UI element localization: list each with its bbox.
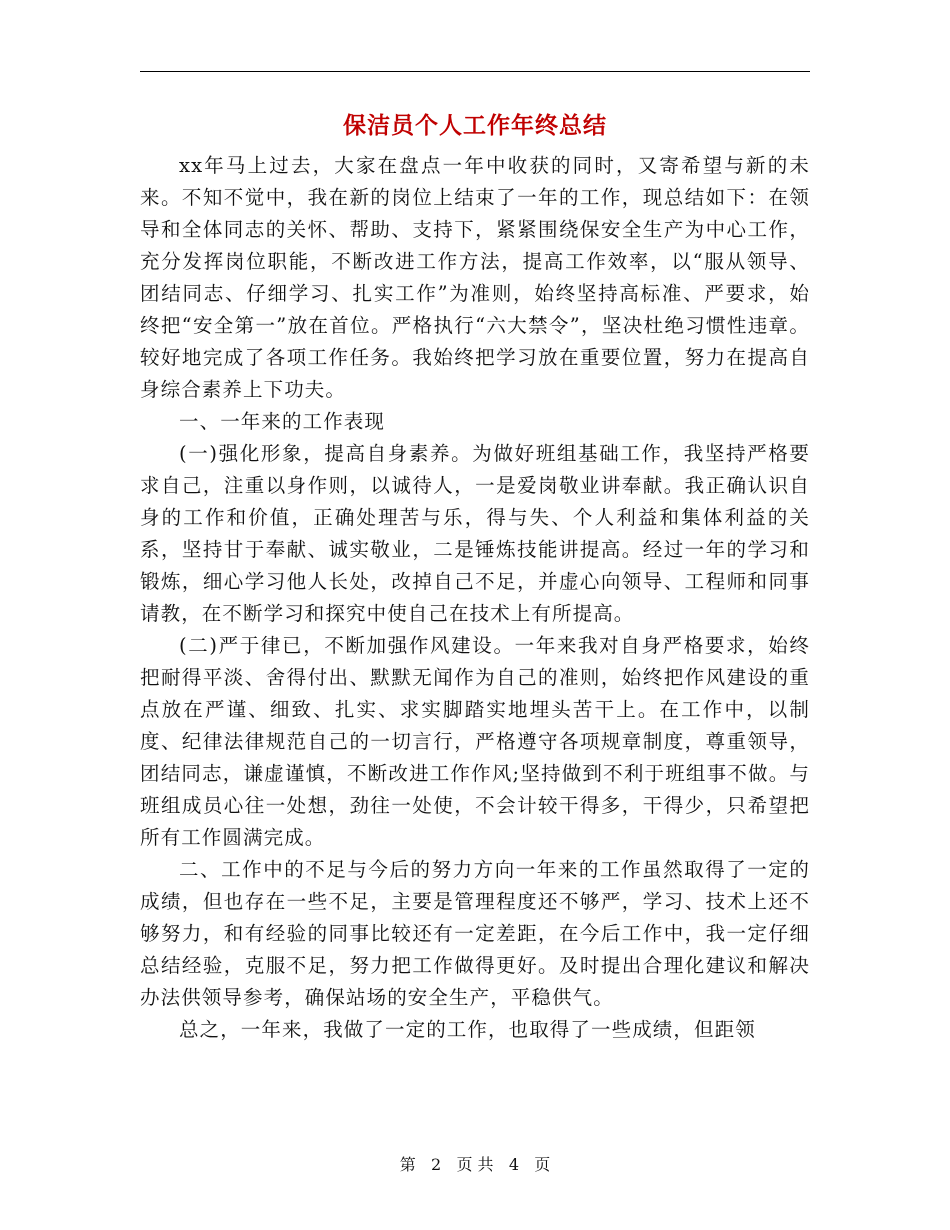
page-label-prefix: 第 <box>399 1155 416 1174</box>
current-page-number: 2 <box>430 1155 442 1174</box>
header-rule <box>140 71 810 72</box>
paragraph-section-2: 二、工作中的不足与今后的努力方向一年来的工作虽然取得了一定的成绩，但也存在一些不足，主要是管理程度还不够严，学习、技术上还不够努力，和有经验的同事比较还有一定差距，在今后工作中，我一定仔细总结经验，克服不足，努力把工作做得更好。及时提出合理化建议和解决办法供领导参考，确保站场的安全生产，平稳供气。 <box>140 858 810 1009</box>
document-title: 保洁员个人工作年终总结 <box>343 112 607 139</box>
page-label-suffix: 页 <box>534 1155 551 1174</box>
paragraph-intro: xx年马上过去，大家在盘点一年中收获的同时，又寄希望与新的未来。不知不觉中，我在新的岗位上结束了一年的工作，现总结如下：在领导和全体同志的关怀、帮助、支持下，紧紧围绕保安全生产为中心工作，充分发挥岗位职能，不断改进工作方法，提高工作效率，以“服从领导、团结同志、仔细学习、扎实工作”为准则，始终坚持高标准、严要求，始终把“安全第一”放在首位。严格执行“六大禁令”，坚决杜绝习惯性违章。较好地完成了各项工作任务。我始终把学习放在重要位置，努力在提高自身综合素养上下功夫。 <box>140 154 810 401</box>
total-pages-number: 4 <box>508 1155 520 1174</box>
section-heading-1: 一、一年来的工作表现 <box>179 410 386 433</box>
paragraph-subsection-1: (一)强化形象，提高自身素养。为做好班组基础工作，我坚持严格要求自己，注重以身作则，以诚待人，一是爱岗敬业讲奉献。我正确认识自身的工作和价值，正确处理苦与乐，得与失、个人利益和集体利益的关系，坚持甘于奉献、诚实敬业，二是锤炼技能讲提高。经过一年的学习和锻炼，细心学习他人长处，改掉自己不足，并虚心向领导、工程师和同事请教，在不断学习和探究中使自己在技术上有所提高。 <box>140 442 810 625</box>
page-label-mid: 页 共 <box>456 1155 494 1174</box>
page-footer <box>140 1153 810 1177</box>
paragraph-subsection-2: (二)严于律已，不断加强作风建设。一年来我对自身严格要求，始终把耐得平淡、舍得付出、默默无闻作为自己的准则，始终把作风建设的重点放在严谨、细致、扎实、求实脚踏实地埋头苦干上。在工作中，以制度、纪律法律规范自己的一切言行，严格遵守各项规章制度，尊重领导，团结同志，谦虚谨慎，不断改进工作作风;坚持做到不利于班组事不做。与班组成员心往一处想，劲往一处使，不会计较干得多，干得少，只希望把所有工作圆满完成。 <box>140 634 810 849</box>
paragraph-conclusion: 总之，一年来，我做了一定的工作，也取得了一些成绩，但距领 <box>179 1018 756 1041</box>
document-body <box>140 150 810 1046</box>
